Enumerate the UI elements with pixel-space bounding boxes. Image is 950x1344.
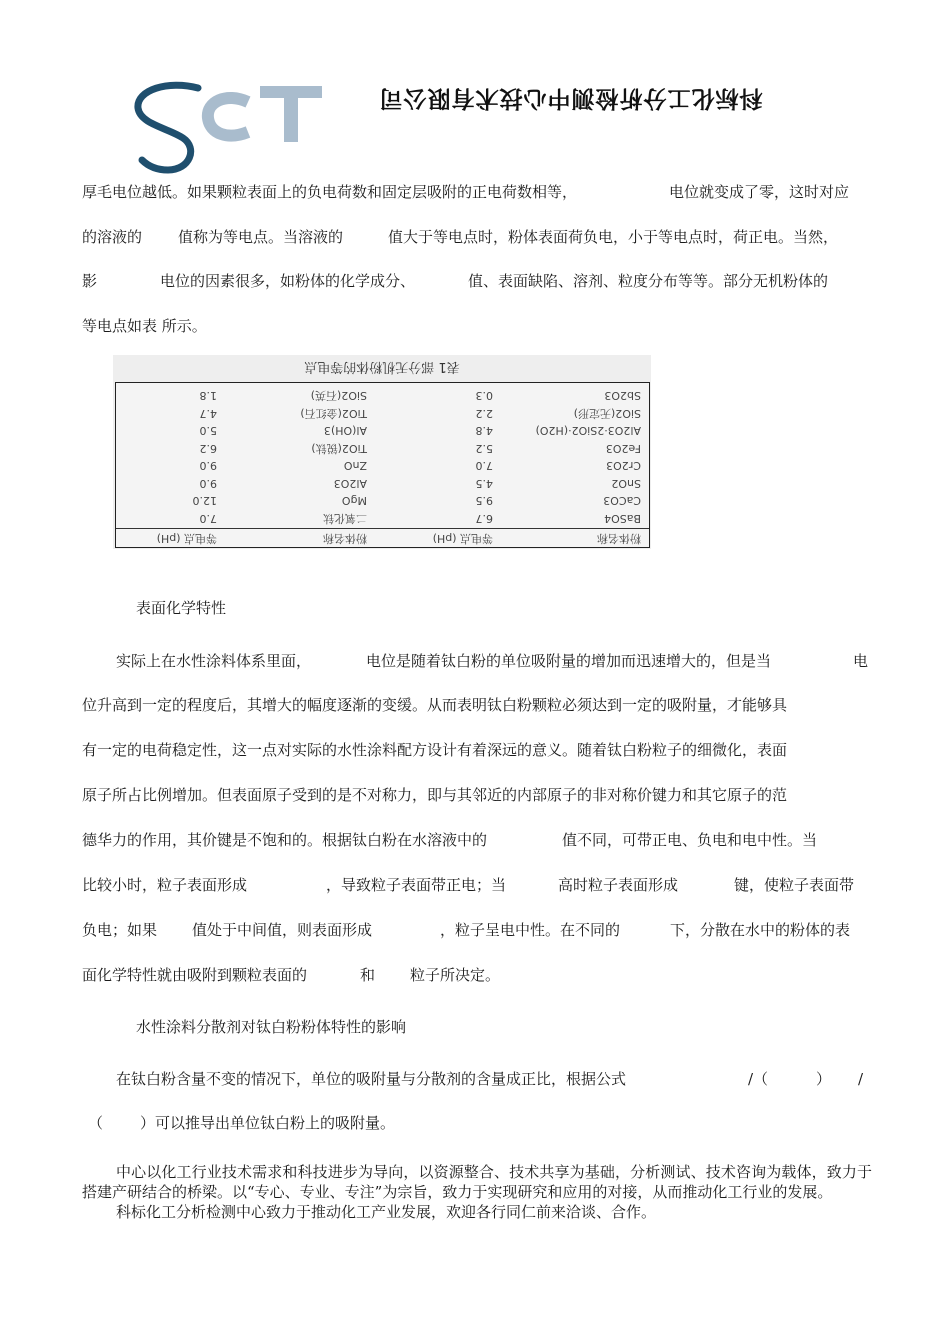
table-cell: Al2O3 (333, 477, 367, 490)
table-cell: SiO2(石英) (310, 389, 367, 403)
footer-paragraph-2: 科标化工分析检测中心致力于推动化工产业发展，欢迎各行同仁前来洽谈、合作。 (116, 1203, 657, 1221)
table-cell: Fe2O3 (605, 442, 641, 455)
table-cell: 5.0 (199, 424, 217, 438)
table-cell: Al(OH)3 (323, 424, 367, 438)
table-cell: 5.2 (475, 442, 493, 455)
sec1-line3: 有一定的电荷稳定性，这一点对实际的水性涂料配方设计有着深远的意义。随着钛白粉粒子的细微化，表面 (82, 741, 788, 759)
table-cell: 0.3 (475, 389, 493, 403)
table-cell: 9.5 (475, 494, 493, 508)
table-cell: 9.0 (199, 459, 217, 473)
footer-text (82, 1162, 872, 1222)
table-cell: 二氧化钛 (323, 512, 367, 525)
table-cell: Sb2O3 (604, 389, 641, 403)
table-cell: 6.2 (199, 442, 217, 455)
sec1-line4: 原子所占比例增加。但表面原子受到的是不对称力，即与其邻近的内部原子的非对称价键力和其它原子的范 (82, 786, 788, 804)
table-caption: 表1 部分无机粉体的等电点 (304, 359, 460, 374)
footer-paragraph-1: 中心以化工行业技术需求和科技进步为导向，以资源整合、技术共享为基础，分析测试、技术咨询为载体，致力于搭建产研结合的桥梁。以“专心、专业、专注”为宗旨，致力于实现研究和应用的对接，从而推动化工行业的发展。 (82, 1163, 872, 1201)
table-cell: 1.8 (199, 389, 217, 403)
logo-c-mark (208, 98, 248, 136)
sec1-line2: 位升高到一定的程度后，其增大的幅度逐渐的变缓。从而表明钛白粉颗粒必须达到一定的吸附量，才能够具 (82, 696, 788, 714)
table-cell: MgO (341, 494, 367, 508)
section2-heading: 水性涂料分散剂对钛白粉粉体特性的影响 (136, 1018, 407, 1036)
table-cell: 9.0 (199, 477, 217, 490)
table-cell: Cr2O3 (606, 459, 641, 473)
table-header-rule (116, 528, 649, 529)
logo-t-stem (284, 86, 298, 142)
table-header-cell: 等电点 (pH) (432, 532, 493, 545)
table-header-cell: 粉体名称 (597, 532, 641, 545)
table-cell: TiO2(锐钛) (311, 442, 367, 455)
table-cell: 7.0 (199, 512, 217, 525)
table-cell: SnO2 (611, 477, 641, 490)
table-cell: 4.5 (475, 477, 493, 490)
table-cell: 2.2 (475, 407, 493, 420)
table-cell: SiO2(无定形) (573, 407, 641, 420)
table-cell: 4.7 (199, 407, 217, 420)
table-cell: Al2O3·2SiO2·(H2O) (535, 424, 641, 438)
company-banner: 科标化工分析检测中心技术有限公司 (378, 85, 763, 111)
table-cell: 4.8 (475, 424, 493, 438)
table-cell: BaSO4 (604, 512, 641, 525)
table-cell: 12.0 (192, 494, 217, 508)
table-header-cell: 粉体名称 (323, 532, 367, 545)
table-cell: ZnO (343, 459, 367, 473)
table-frame (115, 382, 650, 548)
table-cell: TiO2(金红石) (300, 407, 367, 420)
sct-logo (128, 78, 328, 178)
table-cell: 7.0 (475, 459, 493, 473)
isoelectric-point-table (113, 355, 651, 549)
logo-s-mark (138, 85, 198, 170)
table-cell: 6.7 (475, 512, 493, 525)
section1-heading: 表面化学特性 (136, 599, 227, 617)
table-header-cell: 等电点 (pH) (156, 532, 217, 545)
table-cell: CaCO3 (603, 494, 641, 508)
table-content (116, 383, 649, 547)
